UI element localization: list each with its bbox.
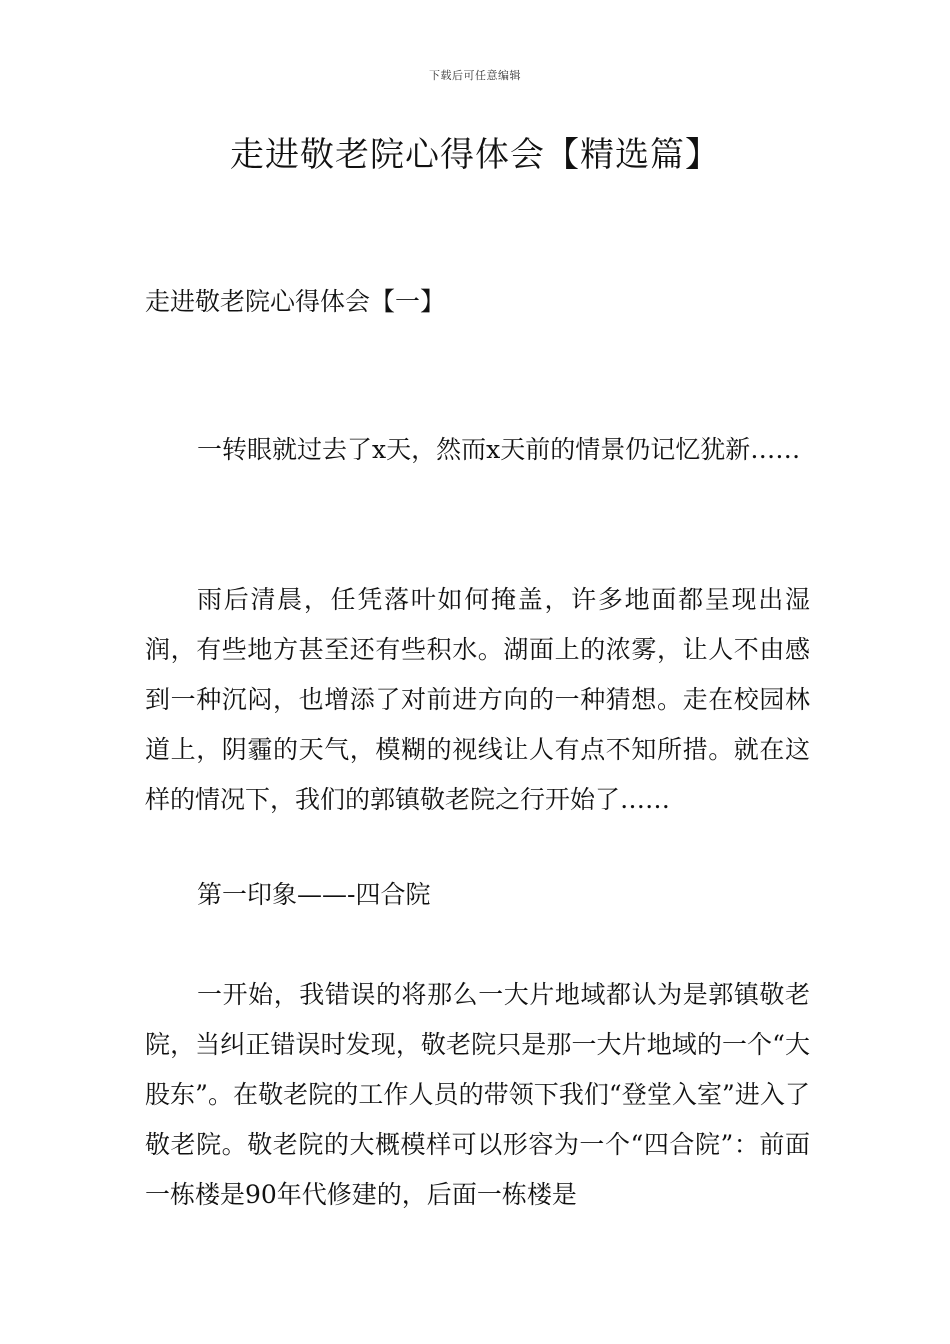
section-heading: 走进敬老院心得体会【一】: [145, 287, 446, 316]
header-note: 下载后可任意编辑: [429, 69, 521, 82]
paragraph-1: 一转眼就过去了x天，然而x天前的情景仍记忆犹新……: [197, 435, 801, 464]
paragraph-3: 一开始，我错误的将那么一大片地域都认为是郭镇敬老院，当纠正错误时发现，敬老院只是那一大片地域的一个“大股东”。在敬老院的工作人员的带领下我们“登堂入室”进入了敬老院。敬老院的大概模样可以形容为一个“四合院”：前面一栋楼是90年代修建的，后面一栋楼是: [145, 980, 810, 1209]
subheading-first-impression: 第一印象——-四合院: [197, 880, 431, 909]
document-title: 走进敬老院心得体会【精选篇】: [230, 135, 720, 175]
paragraph-2: 雨后清晨，任凭落叶如何掩盖，许多地面都呈现出湿润，有些地方甚至还有些积水。湖面上的浓雾，让人不由感到一种沉闷，也增添了对前进方向的一种猜想。走在校园林道上，阴霾的天气，模糊的视线让人有点不知所措。就在这样的情况下，我们的郭镇敬老院之行开始了……: [145, 585, 810, 814]
